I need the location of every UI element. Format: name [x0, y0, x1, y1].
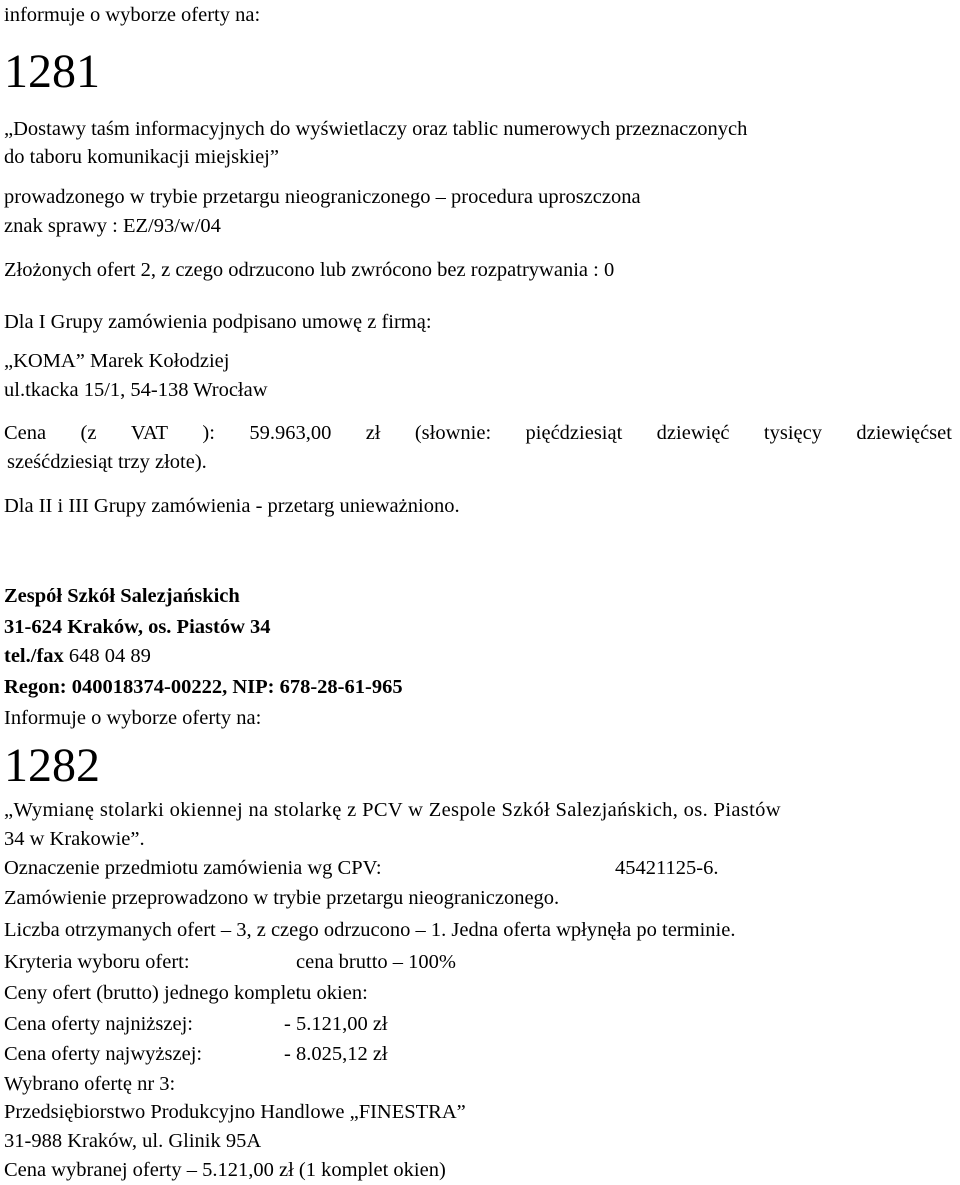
- price-word: (słownie:: [414, 422, 492, 444]
- contract-price-words: sześćdziesiąt trzy złote).: [7, 451, 207, 473]
- lowest-price-label: Cena oferty najniższej:: [4, 1013, 193, 1035]
- lowest-price-line: [4, 1012, 388, 1036]
- organization-phone: [4, 644, 151, 668]
- price-word: dziewięćset: [856, 422, 952, 444]
- notice-intro: informuje o wyborze oferty na:: [4, 4, 261, 26]
- notice-number-2: 1282: [4, 739, 100, 792]
- phone-number: 648 04 89: [68, 645, 151, 667]
- price-word: Cena: [4, 422, 47, 444]
- price-word: 59.963,00: [249, 422, 332, 444]
- organization-address: 31-624 Kraków, os. Piastów 34: [4, 616, 271, 638]
- case-sign: znak sprawy : EZ/93/w/04: [4, 215, 221, 237]
- prices-header: Ceny ofert (brutto) jednego kompletu okien:: [4, 982, 368, 1004]
- price-word: (z: [80, 422, 97, 444]
- tender-title-2-line-2: 34 w Krakowie”.: [4, 828, 145, 850]
- contract-price-line: [4, 421, 952, 445]
- price-word: pięćdziesiąt: [525, 422, 623, 444]
- cpv-code: 45421125-6.: [615, 857, 719, 879]
- winner-name: Przedsiębiorstwo Produkcyjno Handlowe „FINESTRA”: [4, 1101, 466, 1123]
- highest-price-line: [4, 1042, 388, 1066]
- criteria-value: cena brutto – 100%: [296, 951, 456, 973]
- groups-cancelled: Dla II i III Grupy zamówienia - przetarg unieważniono.: [4, 495, 460, 517]
- criteria-label: Kryteria wyboru ofert:: [4, 951, 190, 973]
- price-word: zł: [365, 422, 381, 444]
- tender-title-line-2: do taboru komunikacji miejskiej”: [4, 146, 279, 168]
- price-word: dziewięć: [656, 422, 730, 444]
- lowest-price-value: - 5.121,00 zł: [284, 1013, 388, 1035]
- tender-title-2-line-1: „Wymianę stolarki okiennej na stolarkę z PCV w Zespole Szkół Salezjańskich, os. Piastów: [4, 799, 781, 821]
- price-word: VAT: [130, 422, 169, 444]
- company-address: ul.tkacka 15/1, 54-138 Wrocław: [4, 379, 268, 401]
- offers-count: Złożonych ofert 2, z czego odrzucono lub zwrócono bez rozpatrywania : 0: [4, 259, 615, 281]
- tender-title-line-1: „Dostawy taśm informacyjnych do wyświetlaczy oraz tablic numerowych przeznaczonych: [4, 118, 748, 140]
- procedure-text: prowadzonego w trybie przetargu nieograniczonego – procedura uproszczona: [4, 186, 641, 208]
- notice-number: 1281: [4, 45, 100, 98]
- selected-offer-label: Wybrano ofertę nr 3:: [4, 1073, 176, 1095]
- cpv-label: Oznaczenie przedmiotu zamówienia wg CPV:: [4, 857, 382, 879]
- organization-name: Zespół Szkół Salezjańskich: [4, 585, 240, 607]
- highest-price-value: - 8.025,12 zł: [284, 1043, 388, 1065]
- group-1-contract: Dla I Grupy zamówienia podpisano umowę z firmą:: [4, 311, 432, 333]
- tender-mode: Zamówienie przeprowadzono w trybie przetargu nieograniczonego.: [4, 887, 560, 909]
- winner-address: 31-988 Kraków, ul. Glinik 95A: [4, 1130, 262, 1152]
- notice-intro-2: Informuje o wyborze oferty na:: [4, 707, 262, 729]
- price-word: tysięcy: [763, 422, 822, 444]
- highest-price-label: Cena oferty najwyższej:: [4, 1043, 203, 1065]
- company-name: „KOMA” Marek Kołodziej: [4, 350, 230, 372]
- phone-label: tel./fax: [4, 645, 64, 667]
- offers-count-2: Liczba otrzymanych ofert – 3, z czego odrzucono – 1. Jedna oferta wpłynęła po terminie.: [4, 919, 736, 941]
- price-word: ):: [202, 422, 215, 444]
- criteria-line: [4, 950, 456, 974]
- cpv-line: [4, 856, 718, 880]
- selected-price: Cena wybranej oferty – 5.121,00 zł (1 komplet okien): [4, 1159, 446, 1181]
- regon-nip: Regon: 040018374-00222, NIP: 678-28-61-965: [4, 676, 403, 698]
